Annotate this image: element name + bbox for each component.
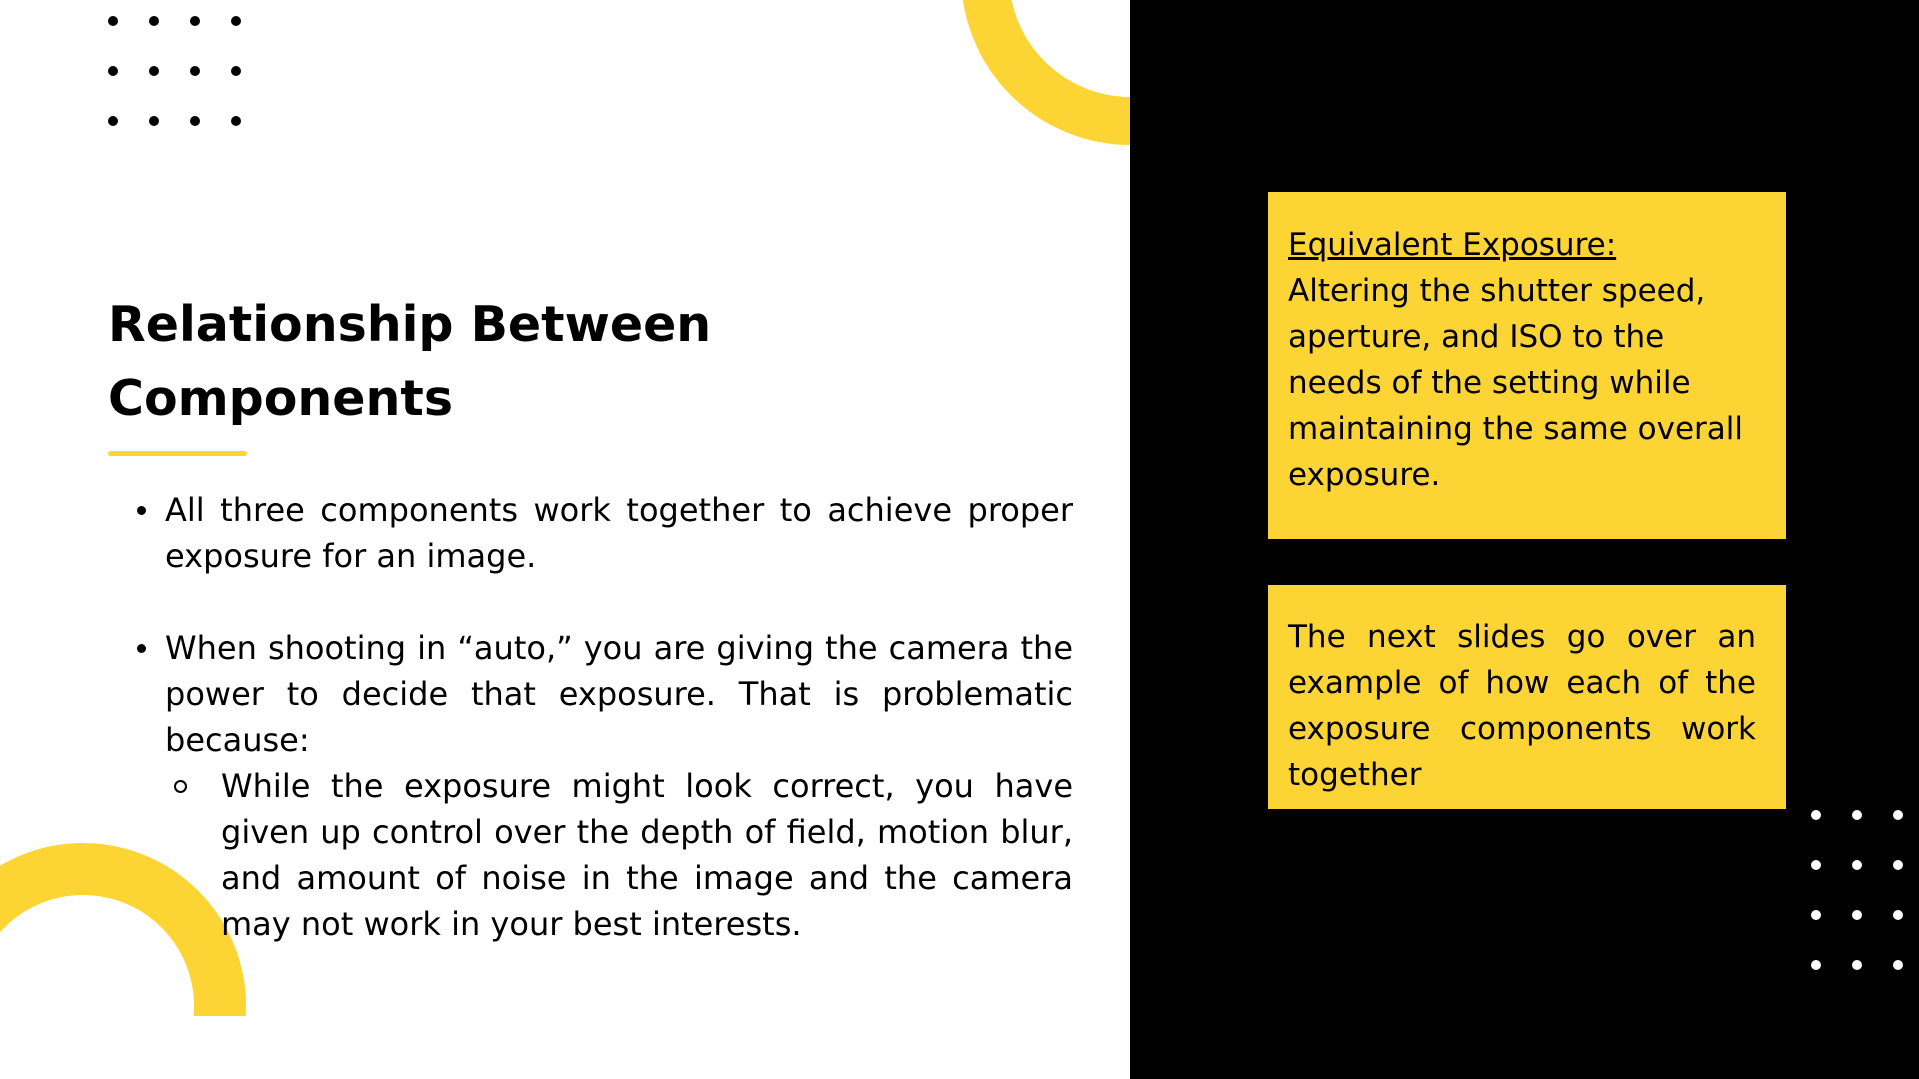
sub-bullet-text: While the exposure might look correct, you have given up control over the depth of field, motion blur, and amount of noise in the image and the camera may not work in your best interests. — [221, 767, 1073, 943]
right-dark-panel — [1130, 0, 1919, 1079]
heading-underline — [108, 451, 247, 456]
definition-title: Equivalent Exposure: — [1288, 227, 1617, 263]
bullet-list — [130, 487, 1073, 947]
sub-bullet-item — [165, 763, 1073, 947]
next-slides-text: The next slides go over an example of how each of the exposure components work together — [1288, 619, 1756, 793]
next-slides-card — [1268, 585, 1786, 809]
definition-card — [1268, 192, 1786, 539]
slide-heading: Relationship Between Components — [108, 296, 712, 427]
dot-grid-bottom-right — [1811, 810, 1903, 970]
bullet-item — [130, 625, 1073, 763]
decorative-arch-mask — [0, 1016, 300, 1079]
bullet-text: When shooting in “auto,” you are giving the camera the power to decide that exposure. That is problematic because: — [165, 629, 1073, 759]
bullet-item — [130, 487, 1073, 579]
bullet-text: All three components work together to achieve proper exposure for an image. — [165, 491, 1073, 575]
dot-grid-top-left — [108, 16, 241, 126]
definition-body: Altering the shutter speed, aperture, and ISO to the needs of the setting while maintaining the same overall exposure. — [1288, 273, 1744, 493]
